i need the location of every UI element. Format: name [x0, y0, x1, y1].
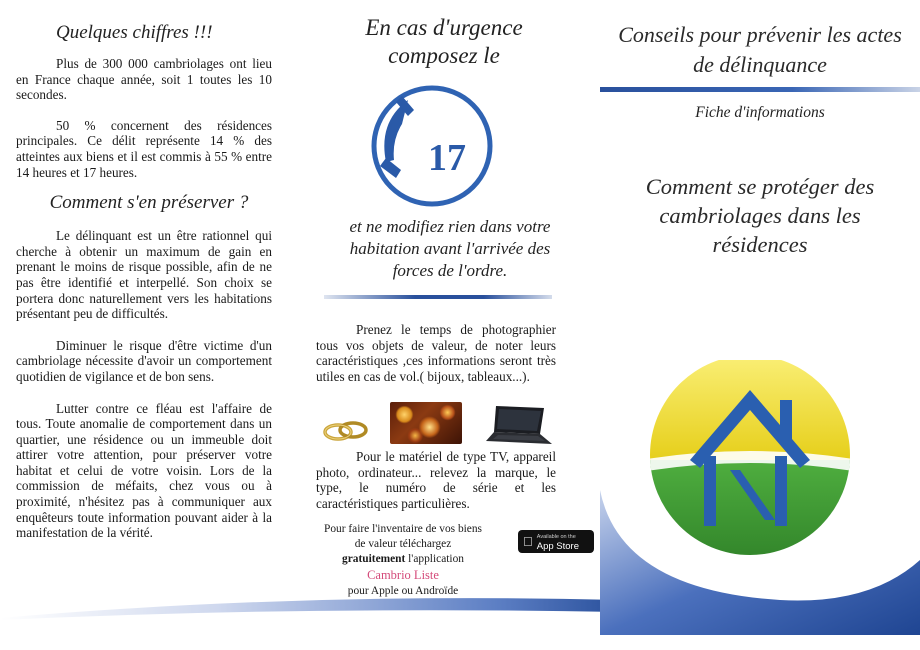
emergency-title-line2: composez le [388, 43, 500, 68]
house-logo-graphic [600, 360, 920, 635]
paragraph-record-equipment: Pour le matériel de type TV, appareil photo, ordinateur... relevez la marque, le type, le numéro de série et les caractéristiques particulières. [316, 449, 556, 511]
app-store-small-text: Available on the [527, 533, 567, 540]
phone-badge [368, 82, 496, 210]
valuables-images [322, 398, 562, 448]
emergency-number: 17 [428, 137, 466, 179]
app-note-platforms: pour Apple ou Androïde [347, 584, 459, 597]
app-note-bold: gratuitement [342, 553, 406, 566]
paragraph-residences-stats: 50 % concernent des résidences principales. Ce délit représente 14 % des atteintes aux biens et il est commis à 55 % entre 14 heures et 17 heures. [16, 117, 272, 180]
left-panel [0, 0, 300, 650]
laptop-image [484, 404, 554, 448]
emergency-title [314, 14, 574, 70]
emergency-instruction: et ne modifiez rien dans votre habitation avant l'arrivée des forces de l'ordre. [349, 217, 551, 280]
brochure-subtitle: Fiche d'informations [695, 104, 825, 121]
paragraph-offender-profile: Le délinquant est un être rationnel qui cherche à obtenir un maximum de gain en prenant le moins de risque possible, afin de ne pas être identifié et interpellé. Son choix se portera donc naturellement vers les habitations présentant peu de difficultés. [16, 228, 272, 322]
app-name: Cambrio Liste [367, 567, 439, 582]
paragraph-photograph-valuables: Prenez le temps de photographier tous vos objets de valeur, de noter leurs caractéristiques ,ces informations seront très utiles en cas de vol.( bijoux, tableaux...). [316, 322, 556, 384]
middle-divider [324, 295, 552, 299]
brochure-headline: Comment se protéger des cambriolages dans les résidences [645, 174, 875, 257]
app-store-text: App Store [527, 540, 570, 552]
middle-panel [300, 0, 600, 650]
jewelry-image [390, 402, 462, 444]
emergency-title-line1: En cas d'urgence [365, 15, 523, 40]
brochure-title: Conseils pour prévenir les actes de délinquance [618, 22, 902, 77]
paragraph-burglary-count: Plus de 300 000 cambriolages ont lieu en France chaque année, soit 1 toutes les 10 secondes. [16, 56, 272, 103]
apple-icon [523, 534, 533, 549]
app-note-application: l'application [405, 553, 464, 566]
right-divider [600, 87, 920, 92]
right-panel [600, 0, 920, 650]
paragraph-community: Lutter contre ce fléau est l'affaire de tous. Toute anomalie de comportement dans un quartier, une résidence ou un immeuble doit attirer votre attention, pour préserver votre habitat et celui de votre voisin. Lors de la commission de méfaits, chez vous ou à proximité, n'hésitez pas à communiquer aux enquêteurs toute information pouvant aider à la manifestation de la vérité. [16, 400, 272, 541]
bottom-wave-decoration [0, 590, 620, 620]
section-title-prevention: Comment s'en préserver ? [49, 192, 249, 214]
paragraph-vigilance: Diminuer le risque d'être victime d'un cambriolage nécessite d'avoir un comportement quotidien de vigilance et de bon sens. [16, 337, 272, 384]
rings-image [322, 420, 370, 442]
app-store-badge[interactable] [518, 530, 594, 553]
app-promo-note [318, 522, 488, 599]
section-title-figures: Quelques chiffres !!! [56, 22, 213, 43]
app-note-intro: Pour faire l'inventaire de vos biens de valeur téléchargez [324, 523, 482, 551]
